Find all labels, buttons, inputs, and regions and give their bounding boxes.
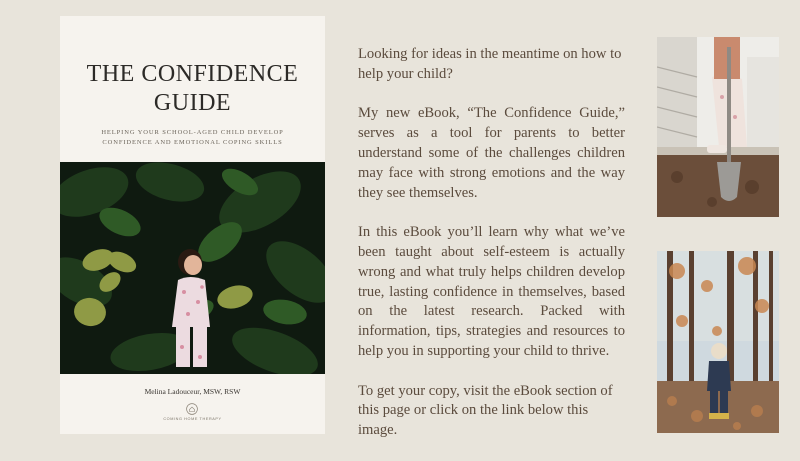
cover-subtitle-line2: CONFIDENCE AND EMOTIONAL COPING SKILLS [102, 139, 283, 146]
cover-title-line1: THE CONFIDENCE [86, 61, 299, 87]
child-with-shovel-photo [657, 37, 779, 217]
paragraph-learn: In this eBook you’ll learn why what we’ve been taught about self-esteem is actually wrong and what truly helps children develop true, lasting confidence in themselves, based on the latest research. Packed with information, tips, strategies and resources to help you in supporting your child to thrive. [358, 224, 625, 359]
cover-author: Melina Ladouceur, MSW, RSW [144, 387, 241, 396]
child-among-leaves-photo [60, 162, 325, 374]
cover-logo-text: COMING HOME THERAPY [163, 417, 222, 421]
child-in-forest-photo [657, 251, 779, 433]
paragraph-ebook: My new eBook, “The Confidence Guide,” serves as a tool for parents to better understand some of the challenges children may face with strong emotions and the way they see themselves. [358, 105, 625, 201]
cover-title [60, 60, 325, 118]
logo-icon [186, 403, 198, 415]
cover-title-line2: GUIDE [153, 90, 232, 116]
paragraph-cta: To get your copy, visit the eBook section of this page or click on the link below this image. [358, 382, 613, 439]
cover-subtitle [74, 128, 311, 148]
cover-subtitle-line1: HELPING YOUR SCHOOL-AGED CHILD DEVELOP [101, 129, 284, 136]
paragraph-intro: Looking for ideas in the meantime on how to help your child? [358, 46, 622, 82]
ebook-cover [60, 16, 325, 434]
description-text [358, 45, 625, 461]
